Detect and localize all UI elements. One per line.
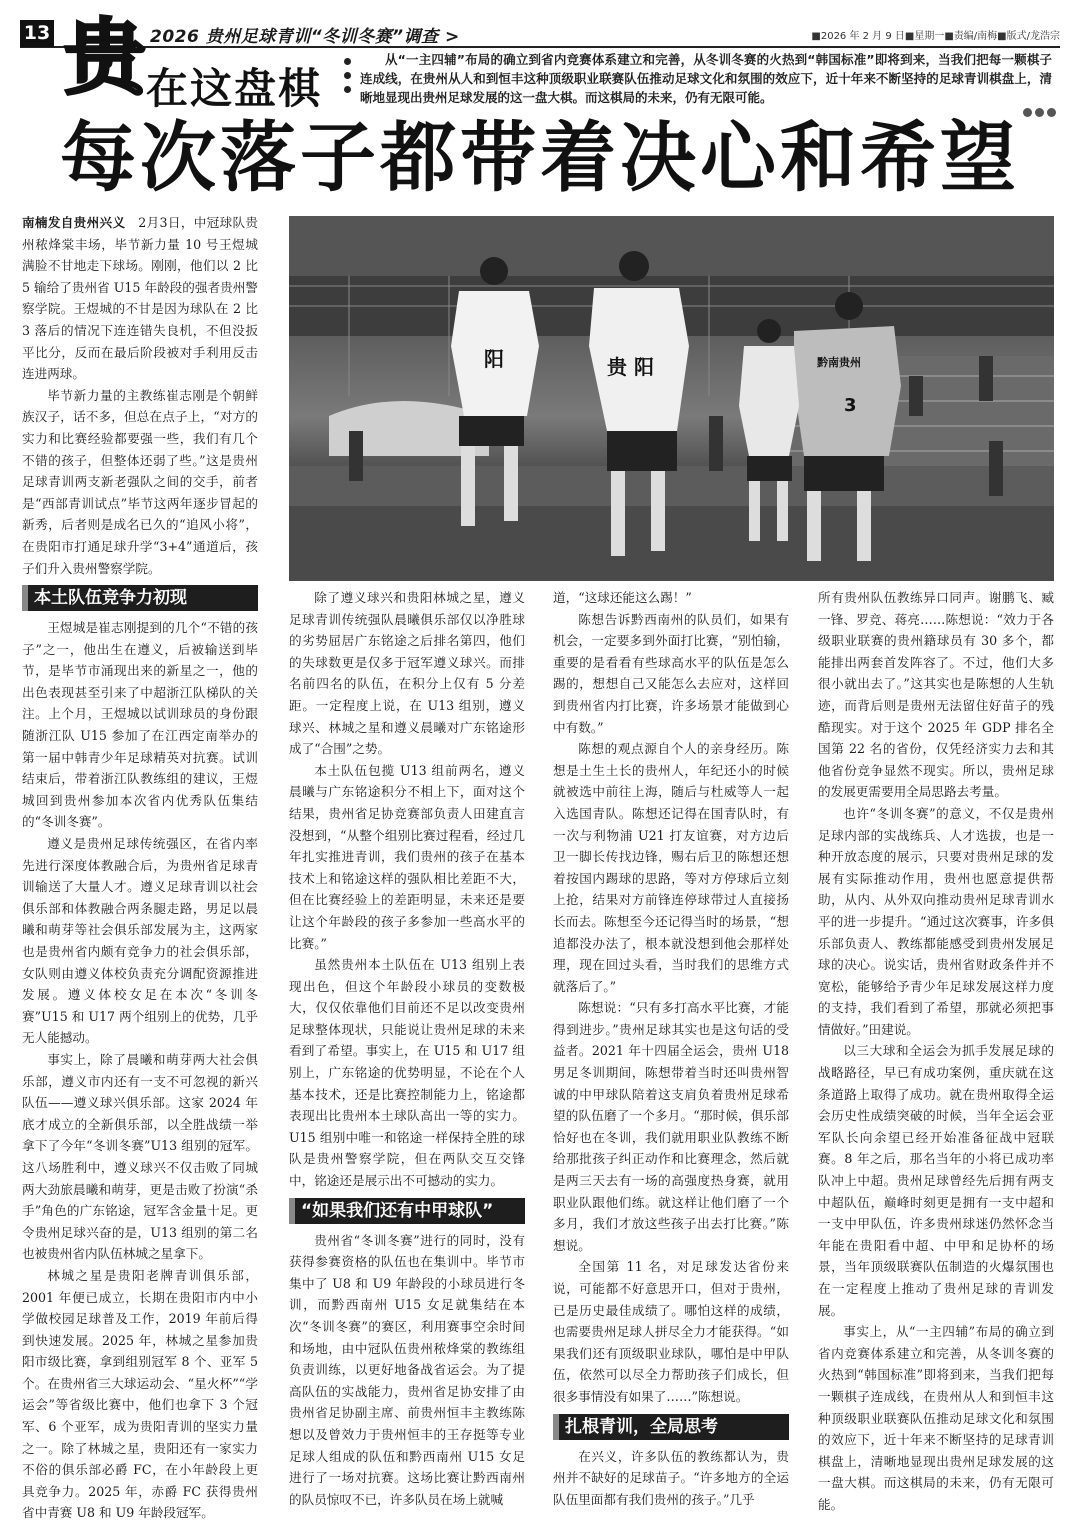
paragraph: 也许“冬训冬赛”的意义，不仅是贵州足球内部的实战练兵、人才选拔，也是一种开放态度的展示，只要对贵州足球的发展有实际推动作用，贵州也愿意提供帮助，从内、从外双向推动贵州足球青训水平的进一步提升。“通过这次赛事，许多俱乐部负责人、教练都能感受到贵州发展足球的决心。说实话，贵州省财政条件并不宽松，能够给予青少年足球发展这样力度的支持，我们看到了希望，那就必须把事情做好。”田建说。 <box>818 805 1054 1037</box>
subhead-zhongjia: “如果我们还有中甲球队” <box>289 1198 525 1224</box>
section-intro: 从“一主四辅”布局的确立到省内竞赛体系建立和完善，从冬训冬赛的火热到“韩国标准”即将到来，当我们把每一颗棋子连成线，在贵州从人和到恒丰这种顶级职业联赛队伍推动足球文化和氛围的效应下，近十年来不断坚持的足球青训棋盘上，清晰地显现出贵州足球发展的这一盘大棋。而这棋局的未来，仍有无限可能。 <box>360 52 1052 105</box>
paragraph: 除了遵义球兴和贵阳林城之星，遵义足球青训传统强队晨曦俱乐部仅以净胜球的劣势屈居广东铭途之后排名第四，他们的失球数更是仅多于冠军遵义球兴。而排名前四名的队伍，在积分上仅有 5 分差距。一定程度上说，在 U13 组别，遵义球兴、林城之星和遵义晨曦对广东铭途形成了“合围”之势。 <box>289 590 525 757</box>
paragraph: 贵州省“冬训冬赛”进行的同时，没有获得参赛资格的队伍也在集训中。毕节市集中了 U8 和 U9 年龄段的小球员进行冬训，而黔西南州 U15 女足就集结在本次“冬训冬赛”的赛区，利用赛事空余时间和场地，由中冠队伍贵州秾烽棠的教练组负责训练，以更好地备战省运会。为了提高队伍的实战能力，贵州省足协安排了由贵州省足协副主席、前贵州恒丰主教练陈想以及曾效力于贵州恒丰的王存挺等专业足球人组成的队伍和黔西南州 U15 女足进行了一场对抗赛。这场比赛让黔西南州的队员惊叹不已，许多队员在场上就喊 <box>289 1232 525 1507</box>
article-column-4 <box>818 587 1054 1516</box>
paragraph: 王煜城是崔志刚提到的几个“不错的孩子”之一，他出生在遵义，后被输送到毕节，是毕节市涌现出来的新星之一，他的出色表现甚至引来了中超浙江队梯队的关注。上个月，王煜城以试训球员的身份跟随浙江队 U15 参加了在江西定南举办的第一届中韩青少年足球精英对抗赛。试训结束后，带着浙江队教练组的建议，王煜城回到贵州参加本次省内优秀队伍集结的“冬训冬赛”。 <box>22 620 258 830</box>
paragraph: 事实上，从“一主四辅”布局的确立到省内竞赛体系建立和完善，从冬训冬赛的火热到“韩国标准”即将到来，当我们把每一颗棋子连成线，在贵州从人和到恒丰这种顶级职业联赛队伍推动足球文化和氛围的效应下，近十年来不断坚持的足球青训棋盘上，清晰地显现出贵州足球发展的这一盘大棋。而这棋局的未来，仍有无限可能。 <box>818 1324 1054 1512</box>
paragraph: 全国第 11 名，对足球发达省份来说，可能都不好意思开口，但对于贵州，已是历史最佳成绩了。哪怕这样的成绩，也需要贵州足球人拼尽全力才能获得。“如果我们还有顶级职业球队，哪怕是中甲队伍，依然可以尽全力帮助孩子们成长，但很多事情没有如果了……”陈想说。 <box>553 1259 789 1404</box>
dateline: ■2026 年 2 月 9 日■星期一■责编/南梅■版式/龙浩宗 <box>811 31 1060 42</box>
paragraph: 陈想说：“只有多打高水平比赛，才能得到进步。”贵州足球其实也是这句话的受益者。2021 年十四届全运会，贵州 U18 男足冬训期间，陈想带着当时还叫贵州智诚的中甲球队陪着这支肩负着贵州足球希望的队伍磨了一个多月。“那时候，俱乐部恰好也在冬训，我们就用职业队教练不断给那批孩子纠正动作和比赛理念，然后就是两三天去有一场的高强度热身赛，就用职业队跟他们练。就这样让他们磨了一个多月，我们才放这些孩子出去打比赛。”陈想说。 <box>553 1000 789 1253</box>
page-header <box>20 20 1060 48</box>
article-column-2 <box>289 587 525 1510</box>
section-title: 在这盘棋 <box>146 64 323 113</box>
paragraph: 陈想告诉黔西南州的队员们，如果有机会，一定要多到外面打比赛，“别怕输，重要的是看看有些球高水平的队伍是怎么踢的，想想自己又能怎么去应对，这样回到贵州省内打比赛，许多场景才能做到心中有数。” <box>553 611 789 735</box>
subhead-local-teams: 本土队伍竞争力初现 <box>22 585 258 611</box>
paragraph: 事实上，除了晨曦和萌芽两大社会俱乐部，遵义市内还有一支不可忽视的新兴队伍——遵义球兴俱乐部。这家 2024 年底才成立的全新俱乐部，以全胜战绩一举拿下了今年“冬训冬赛”U13 组别的冠军。这八场胜利中，遵义球兴不仅击败了同城两大劲旅晨曦和萌芽，更是击败了扮演“杀手”角色的广东铭途，冠军含金量十足。更令贵州足球兴奋的是，U13 组别的第二名也被贵州省内队伍林城之星拿下。 <box>22 1051 258 1262</box>
article-column-1 <box>22 212 258 1524</box>
paragraph: 在兴义，许多队伍的教练都认为，贵州并不缺好的足球苗子。“许多地方的全运队伍里面都有我们贵州的孩子。”几乎 <box>553 1448 789 1507</box>
match-photo <box>289 216 1054 581</box>
paragraph: 毕节新力量的主教练崔志刚是个朝鲜族汉子，话不多，但总在点子上，“对方的实力和比赛经验都要强一些，我们有几个不错的孩子，但整体还弱了些。”这是贵州足球青训两支新老强队之间的交手，前者是“西部青训试点”毕节这两年逐步冒起的新秀，后者则是成名已久的“追风小将”，在贵阳市打通足球升学“3+4”通道后，孩子们升入贵州警察学院。 <box>22 387 258 576</box>
article-column-3 <box>553 587 789 1510</box>
jersey-text-1: 阳 <box>484 347 504 371</box>
paragraph: 遵义是贵州足球传统强区，在省内率先进行深度体教融合后，为贵州省足球青训输送了大量人才。遵义足球青训以社会俱乐部和体教融合两条腿走路，男足以晨曦和萌芽等社会俱乐部发展为主，这两家也是贵州省内颇有竞争力的社会俱乐部，女队则由遵义体校负责充分调配资源推进发展。遵义体校女足在本次“冬训冬赛”U15 和 U17 两个组别上的优势，几乎无人能撼动。 <box>22 836 258 1046</box>
paragraph: 道，“这球还能这么踢！” <box>553 590 692 605</box>
lead-paragraph <box>22 212 258 385</box>
paragraph: 2月3日，中冠球队贵州秾烽棠丰场，毕节新力量 10 号王煜城满脸不甘地走下球场。刚刚，他们以 2 比 5 输给了贵州省 U15 年龄段的强者贵州警察学院。王煜城的不甘是因为球队在 2 比 3 落后的情况下连连错失良机，不但没扳平比分，反而在最后阶段被对手利用反击连进两球。 <box>22 215 259 382</box>
series-title: 2026 贵州足球青训“冬训冬赛”调查 > <box>150 27 460 47</box>
jersey-number: 3 <box>844 395 857 416</box>
paragraph: 所有贵州队伍教练异口同声。谢鹏飞、臧一锋、罗竞、蒋亮……陈想说：“效力于各级职业联赛的贵州籍球员有 30 多个，都能排出两套首发阵容了。不过，他们大多很小就出去了。”这其实也是陈想的人生轨迹，而背后则是贵州无法留住好苗子的残酷现实。对于这个 2025 年 GDP 排名全国第 22 名的省份，仅凭经济实力去和其他省份竞争显然不现实。所以，贵州足球的发展更需要用全局思路去考量。 <box>818 590 1054 800</box>
subhead-youth-training: 扎根青训，全局思考 <box>553 1414 789 1440</box>
byline: 南楠发自贵州兴义 <box>22 215 126 230</box>
headline: 每次落子都带着决心和希望 <box>60 113 1020 202</box>
jersey-text-2: 贵 阳 <box>607 355 654 379</box>
jersey-text-3: 黔南贵州 <box>817 356 861 369</box>
paragraph: 本土队伍包揽 U13 组前两名，遵义晨曦与广东铭途积分不相上下，面对这个结果，贵州省足协竞赛部负责人田建直言没想到，“从整个组别比赛过程看，经过几年扎实推进青训，我们贵州的孩子在基本技术上和铭途这样的强队相比差距不大，但在比赛经验上的差距明显，未来还是要让这个年龄段的孩子多参加一些高水平的比赛。” <box>289 762 525 951</box>
paragraph: 虽然贵州本土队伍在 U13 组别上表现出色，但这个年龄段小球员的变数极大，仅仅依靠他们目前还不足以改变贵州足球整体现状，只能说让贵州足球的未来看到了希望。事实上，在 U15 和 U17 组别上，广东铭途的优势明显，不论在个人基本技术，还是比赛控制能力上，铭途都表现出比贵州本土球队高出一等的实力。U15 组别中唯一和铭途一样保持全胜的球队是贵州警察学院，但在两队交互交锋中，铭途还是展示出不可撼动的实力。 <box>289 957 525 1189</box>
page-number: 13 <box>20 20 54 47</box>
intro-bullets <box>344 58 352 100</box>
paragraph: 林城之星是贵阳老牌青训俱乐部，2001 年便已成立，长期在贵阳市内中小学做校园足球普及工作，2019 年前后得到快速发展。2025 年，林城之星参加贵阳市级比赛，拿到组别冠军 8 个、亚军 5 个。在贵州省三大球运动会、“星火杯”“学运会”等省级比赛中，他们也拿下 3 个冠军、6 个亚军，成为贵阳青训的坚实力量之一。除了林城之星，贵阳还有一家实力不俗的俱乐部必爵 FC，在小年龄段上更具竞争力。2025 年，赤爵 FC 获得贵州省中青赛 U8 和 U9 年龄段冠军。 <box>22 1267 258 1521</box>
section-logo-char: 贵 <box>63 11 146 106</box>
paragraph: 陈想的观点源自个人的亲身经历。陈想是土生土长的贵州人，年纪还小的时候就被选中前往上海，随后与杜威等人一起入选国青队。陈想还记得在国青队时，有一次与利物浦 U21 打友谊赛，对方边后卫一脚长传找边锋，赐右后卫的陈想还想着按国内踢球的思路，等对方停球后立刻上抢，结果对方前锋连停球带过人直接扬长而去。陈想至今还记得当时的场景，“想追都没办法了，根本就没想到他会那样处理，现在回过头看，当时我们的思维方式就落后了。” <box>553 741 789 994</box>
paragraph: 以三大球和全运会为抓手发展足球的战略路径，早已有成功案例，重庆就在这条道路上取得了成功。就在贵州取得全运会历史性成绩突破的时候，当年全运会亚军队长向余望已经开始准备征战中冠联赛。8 年之后，那名当年的小将已成功率队冲上中超。贵州足球曾经先后拥有两支中超队伍，巅峰时刻更是拥有一支中超和一支中甲队伍，许多贵州球迷仍然怀念当年能在贵阳看中超、中甲和足协杯的场景，当年顶级联赛队伍制造的火爆氛围也在一定程度上推动了贵州足球的青训发展。 <box>818 1043 1054 1318</box>
